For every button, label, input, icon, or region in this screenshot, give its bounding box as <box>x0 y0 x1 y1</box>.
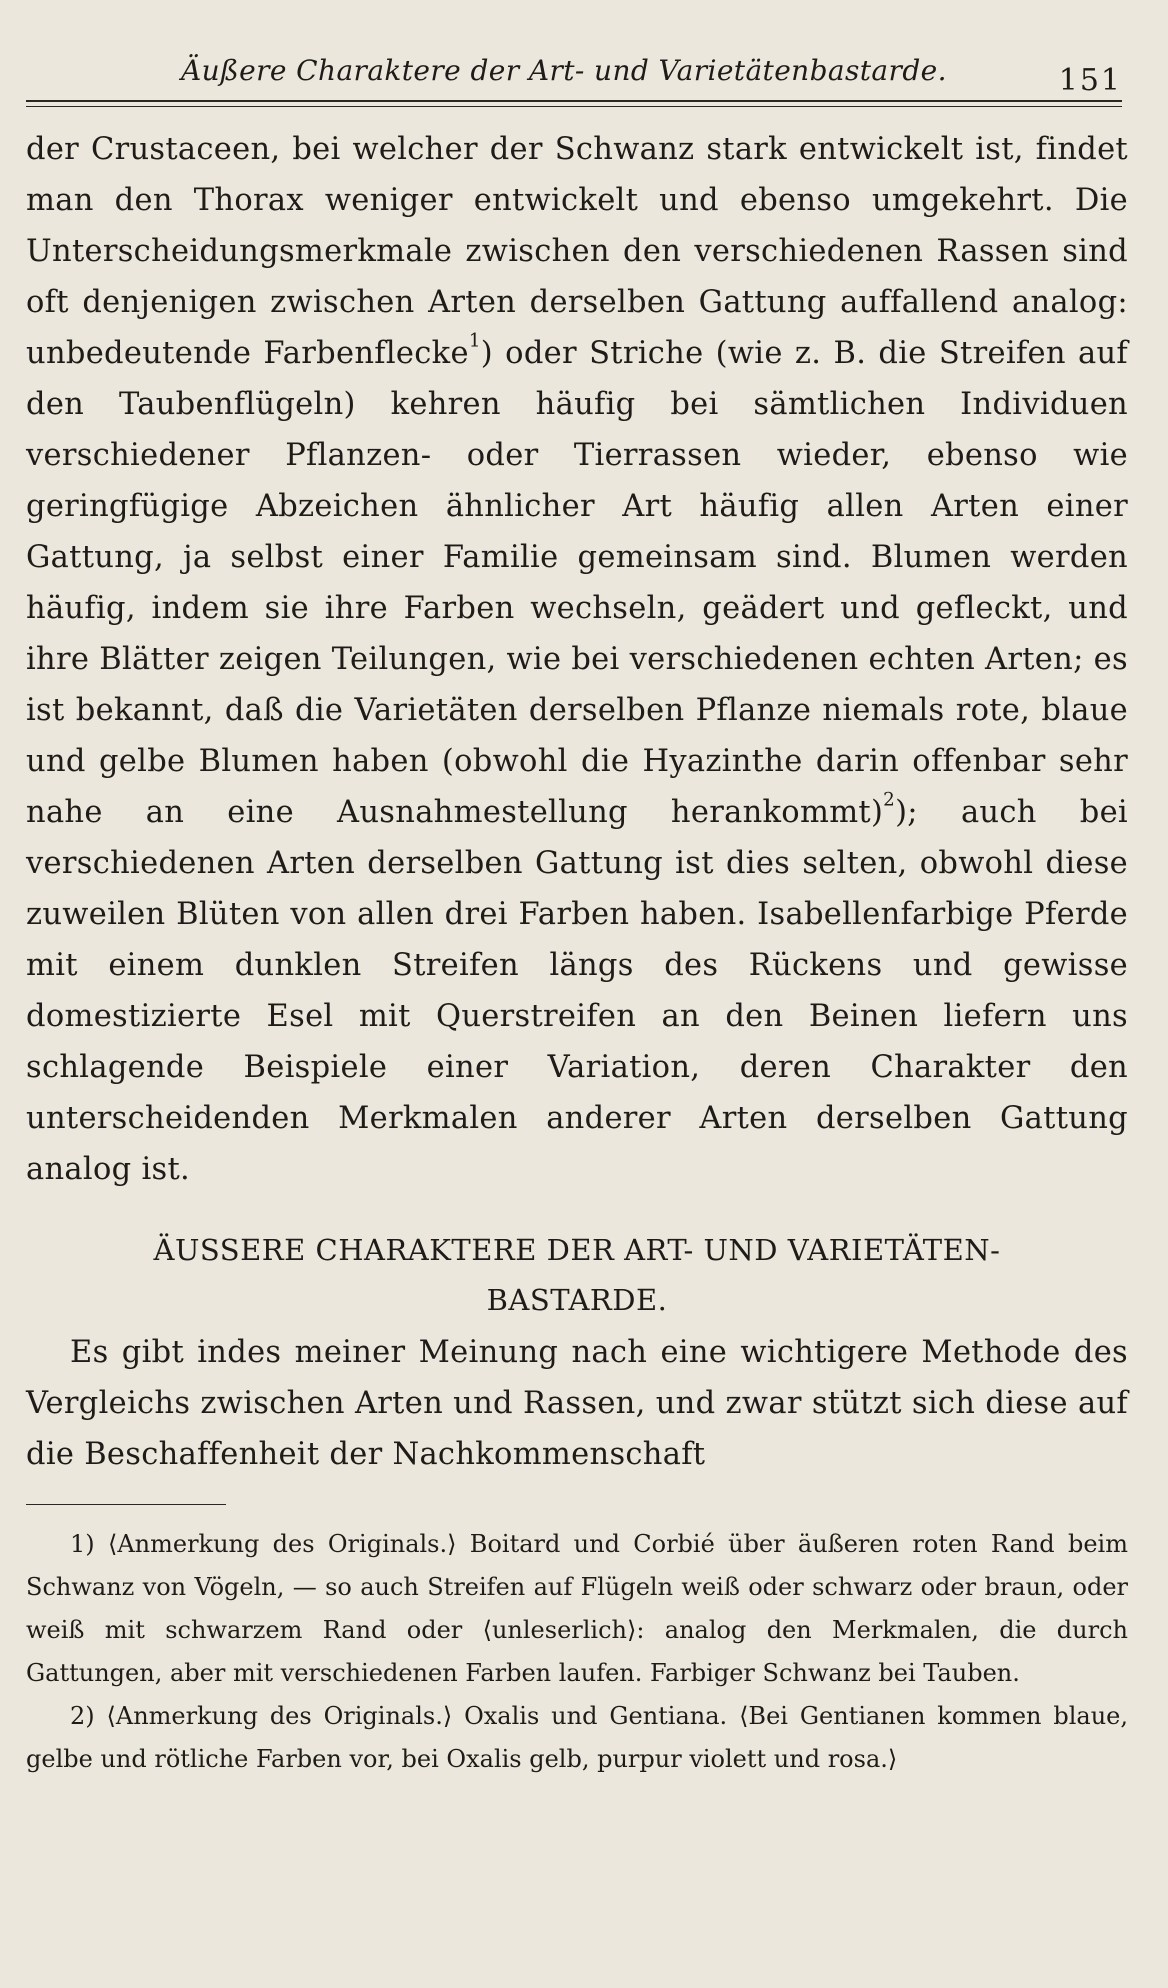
running-head: Äußere Charaktere der Art- und Varietätenbastarde. <box>181 54 947 87</box>
footnotes <box>26 1523 1142 1781</box>
footnote-ref-2: 2 <box>883 789 896 811</box>
main-text <box>26 124 1142 1195</box>
paragraph-1-end: ); auch bei verschiedenen Arten derselben Gattung ist dies selten, obwohl diese zuweilen Blüten von allen drei Farben haben. Isabellenfarbige Pferde mit einem dunklen Streifen längs des Rückens und gewisse domestizierte Esel mit Querstreifen an den Beinen liefern uns schlagende Beispiele einer Variation, deren Charakter den unterscheidenden Merkmalen anderer Arten derselben Gattung analog ist. <box>26 795 1128 1187</box>
section-heading <box>26 1225 1142 1325</box>
header-rule <box>26 100 1122 107</box>
paragraph-1-start: der Crustaceen, bei welcher der Schwanz stark entwickelt ist, findet man den Thorax weniger entwickelt und ebenso umgekehrt. Die Unterscheidungsmerkmale zwischen den verschiedenen Rassen sind oft denjenigen zwischen Arten derselben Gattung auffallend analog: unbedeutende Farbenflecke <box>26 132 1128 371</box>
paragraph-1 <box>26 124 1128 1195</box>
paragraph-2: Es gibt indes meiner Meinung nach eine wichtigere Methode des Vergleichs zwischen Arten und Rassen, und zwar stützt sich diese auf die Beschaffenheit der Nachkommenschaft <box>26 1335 1128 1472</box>
paragraph-1-middle: ) oder Striche (wie z. B. die Streifen auf den Taubenflügeln) kehren häufig bei sämtlichen Individuen verschiedener Pflanzen- oder Tierrassen wieder, ebenso wie geringfügige Abzeichen ähnlicher Art häufig allen Arten einer Gattung, ja selbst einer Familie gemeinsam sind. Blumen werden häufig, indem sie ihre Farben wechseln, geädert und gefleckt, und ihre Blätter zeigen Teilungen, wie bei verschiedenen echten Arten; es ist bekannt, daß die Varietäten derselben Pflanze niemals rote, blaue und gelbe Blumen haben (obwohl die Hyazinthe darin offenbar sehr nahe an eine Ausnahmestellung herankommt) <box>26 336 1129 830</box>
page-number: 151 <box>1058 63 1122 98</box>
footnote-ref-1: 1 <box>468 330 481 352</box>
footnote-rule <box>26 1504 226 1505</box>
main-text-continued <box>26 1327 1142 1480</box>
footnote-1: 1) ⟨Anmerkung des Originals.⟩ Boitard und Corbié über äußeren roten Rand beim Schwanz von Vögeln, — so auch Streifen auf Flügeln weiß oder schwarz oder braun, oder weiß mit schwarzem Rand oder ⟨unleserlich⟩: analog den Merkmalen, die durch Gattungen, aber mit verschiedenen Farben laufen. Farbiger Schwanz bei Tauben. <box>26 1530 1128 1687</box>
section-heading-line-2: BASTARDE. <box>486 1283 668 1317</box>
page-header <box>26 38 1142 96</box>
footnote-2: 2) ⟨Anmerkung des Originals.⟩ Oxalis und Gentiana. ⟨Bei Gentianen kommen blaue, gelbe und rötliche Farben vor, bei Oxalis gelb, purpur violett und rosa.⟩ <box>26 1702 1128 1773</box>
section-heading-line-1: ÄUSSERE CHARAKTERE DER ART- UND VARIETÄTEN- <box>153 1233 1001 1267</box>
